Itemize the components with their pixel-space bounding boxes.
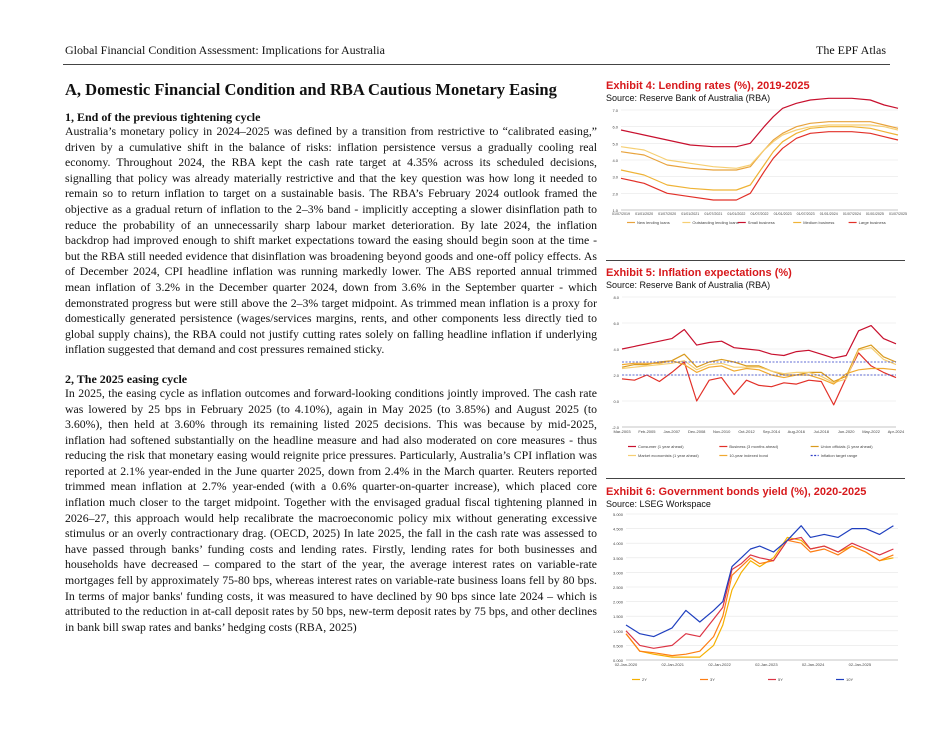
x-tick-label: 01/07/2025 — [889, 212, 907, 216]
exhibit-5-chart — [606, 291, 905, 473]
y-tick-label: 6.0 — [613, 321, 619, 326]
y-tick-label: 6.0 — [612, 124, 618, 130]
y-tick-label: 4.0 — [613, 347, 619, 352]
x-tick-label: May-2022 — [862, 429, 880, 434]
y-tick-label: 8.0 — [613, 295, 619, 300]
series-line — [626, 526, 893, 637]
header-divider — [63, 64, 890, 65]
x-tick-label: Nov-2010 — [712, 429, 731, 434]
y-tick-label: 0.0 — [613, 399, 619, 404]
x-tick-label: 01/07/2020 — [658, 212, 677, 216]
x-tick-label: Sep-2014 — [762, 429, 781, 434]
y-tick-label: 1.000 — [612, 628, 623, 634]
y-tick-label: 5.0 — [612, 141, 618, 147]
series-line — [622, 326, 896, 359]
y-tick-label: 4.0 — [612, 158, 618, 163]
exhibit-6-source: Source: LSEG Workspace — [606, 499, 711, 509]
x-tick-label: 02-Jan-2022 — [708, 662, 731, 667]
legend-label: 10Y — [846, 677, 854, 682]
x-tick-label: Jan-2007 — [663, 429, 681, 434]
y-tick-label: 3.000 — [612, 570, 623, 576]
y-tick-label: 2.000 — [612, 599, 623, 605]
legend-label: 3Y — [710, 677, 715, 682]
legend-label: Inflation target range — [820, 453, 858, 458]
legend-label: 5Y — [778, 677, 783, 682]
y-tick-label: 7.0 — [612, 108, 618, 113]
x-tick-label: 02-Jan-2024 — [801, 662, 825, 667]
y-tick-label: 1.0 — [612, 208, 618, 213]
x-tick-label: 01/07/2021 — [704, 212, 723, 216]
x-tick-label: Dec-2008 — [688, 429, 706, 434]
x-tick-label: Aug-2016 — [787, 429, 806, 434]
legend-label: Medium business — [803, 220, 835, 225]
y-tick-label: 2.0 — [613, 373, 619, 378]
x-tick-label: 02-Jan-2020 — [614, 662, 638, 667]
exhibit-6-title: Exhibit 6: Government bonds yield (%), 2020-2025 — [606, 486, 867, 498]
y-tick-label: 5.000 — [612, 512, 623, 517]
legend-label: Outstanding lending loans — [692, 220, 739, 225]
running-header-brand: The EPF Atlas — [815, 43, 886, 57]
series-line — [626, 537, 893, 648]
x-tick-label: Feb-2005 — [638, 429, 656, 434]
main-article — [65, 80, 597, 635]
x-tick-label: Jul-2018 — [813, 429, 829, 434]
series-line — [622, 348, 896, 383]
exhibit-divider — [606, 260, 905, 261]
legend-label: Business (3 months ahead) — [729, 444, 779, 449]
x-tick-label: 02-Jan-2023 — [755, 662, 778, 667]
exhibit-4 — [606, 80, 905, 253]
section-2-body: In 2025, the easing cycle as inflation outcomes and forward-looking conditions jointly improved. The cash rate was lowered by 25 bps in February 2025 (to 4.10%), again in May 2025 (to 3.85%) and August 2025 (to 3.60%), then held at 3.60% through its remaining listed 2025 decisions. This was because by mid-2025, inflation had softened substantially on the headline measure and had also moderated on core measures - thus reducing the risk that monetary easing would reignite price pressures. Particularly, Australia’s CPI inflation was reported at 2.1% year-ended in the June quarter 2025, down from 2.4% in the March quarter. Reuters reported trimmed mean inflation at 2.7% year-ended (with a 0.6% quarter-on-quarter increase), which placed core inflation much closer to the target midpoint. Together with the envisaged gradual fiscal tightening planned in 2026–27, this approach would help recalibrate the macroeconomic policy mix without generating excessive stimulus or an overly contractionary drag. (OECD, 2025) In late 2025, the fall in the cash rate was assessed to have passed through banks’ funding costs and lending rates. Firstly, lending rates for both businesses and households have decreased – compared to the start of the year, the average interest rates on variable-rate mortgages fell by approximately 75-80 bps, whereas interest rates on variable-rate business loans fell by 80 bps. In terms of major banks' funding costs, it was measured to have declined by 90 bps since late 2024 – which is attributed to the reduction in at-call deposit rates by 50 bps, new-term deposit rates by 75 bps, and other declines in bank bill swap rates and banks’ hedging costs (RBA, 2025) — [65, 385, 597, 634]
x-tick-label: 01/01/2025 — [865, 212, 884, 216]
legend-label: New lending loans — [637, 220, 670, 225]
legend-label: Large business — [858, 220, 886, 225]
exhibit-5-source: Source: Reserve Bank of Australia (RBA) — [606, 280, 771, 290]
x-tick-label: 01/01/2023 — [773, 212, 792, 216]
x-tick-label: Jun-2020 — [837, 429, 855, 434]
x-tick-label: 01/07/2019 — [612, 212, 630, 216]
legend-label: Market economists (1 year ahead) — [638, 453, 699, 458]
x-tick-label: 02-Jan-2025 — [848, 662, 872, 667]
y-tick-label: 0.500 — [612, 643, 623, 649]
section-2-heading: 2, The 2025 easing cycle — [65, 371, 188, 386]
exhibit-5 — [606, 267, 905, 478]
y-tick-label: 4.500 — [612, 526, 623, 532]
exhibit-5-title: Exhibit 5: Inflation expectations (%) — [606, 267, 792, 279]
x-tick-label: 01/01/2021 — [681, 212, 700, 216]
x-tick-label: Apr-2024 — [887, 429, 905, 434]
y-tick-label: 2.0 — [612, 191, 618, 197]
section-1-heading: 1, End of the previous tightening cycle — [65, 110, 261, 124]
exhibit-divider — [606, 478, 905, 479]
legend-label: Small business — [747, 220, 775, 225]
exhibit-4-chart — [606, 104, 905, 248]
series-line — [621, 132, 898, 200]
x-tick-label: 01/01/2024 — [819, 212, 838, 216]
x-tick-label: 02-Jan-2021 — [661, 662, 685, 667]
exhibit-4-title: Exhibit 4: Lending rates (%), 2019-2025 — [606, 80, 810, 92]
series-line — [621, 122, 898, 170]
x-tick-label: 01/07/2023 — [796, 212, 815, 216]
x-tick-label: Mar-2003 — [613, 429, 631, 434]
series-line — [622, 353, 896, 405]
legend-label: 2Y — [642, 677, 647, 682]
exhibit-6 — [606, 486, 905, 701]
series-line — [626, 537, 893, 657]
y-tick-label: 2.500 — [612, 585, 623, 590]
x-tick-label: Oct-2012 — [738, 429, 755, 434]
y-tick-label: 1.500 — [612, 614, 623, 620]
legend-label: Consumer (1 year ahead) — [638, 444, 684, 449]
series-line — [621, 98, 898, 146]
y-tick-label: -2.0 — [612, 425, 619, 430]
y-tick-label: 3.0 — [612, 174, 618, 180]
legend-label: Union officials (1 year ahead) — [820, 444, 873, 449]
running-header-title: Global Financial Condition Assessment: Implications for Australia — [65, 43, 385, 57]
exhibit-6-chart — [606, 510, 905, 696]
section-1-body: Australia’s monetary policy in 2024–2025 was defined by a transition from restrictive to “calibrated easing,” driven by a cumulative shift in the balance of risks: inflation persistence versus a gradually cooling real economy. Throughout 2024, the RBA kept the cash rate target at 4.35% across its scheduled decisions, signalling that policy was already materially restrictive and that the key question was how long it needed to remain so to return inflation to target on a sustainable basis. The RBA’s February 2024 outlook framed the objective as a gradual return of inflation to the 2–3% band - implicitly accepting a slower disinflation path to reduce the probability of an unnecessarily sharp labour market deterioration. By late 2024, the inflation backdrop had improved enough to shift market expectations toward the easing should begin soon at the time - but the RBA still needed evidence that disinflation was broadening beyond goods and one-off policy effects. As of December 2024, CPI headline inflation was running markedly lower. The ABS reported annual trimmed mean inflation of 3.2% in the December quarter 2024, down from 3.6% in the September quarter - which demonstrated progress but were still above the 2–3% target midpoint. As trimmed mean inflation is a proxy for domestically generated persistence (wages/services margins, rents, and other components less directly tied to global supply chains), the RBA could not justify cutting rates solely on falling headline inflation if underlying inflation suggested that demand and cost pressures remained sticky. — [65, 124, 597, 357]
x-tick-label: 01/07/2024 — [842, 212, 861, 216]
legend-label: 10-year indexed bond — [729, 453, 769, 458]
y-tick-label: 0.000 — [612, 658, 623, 663]
exhibit-4-source: Source: Reserve Bank of Australia (RBA) — [606, 93, 771, 103]
article-title: A, Domestic Financial Condition and RBA Cautious Monetary Easing — [65, 80, 557, 99]
y-tick-label: 3.500 — [612, 555, 623, 561]
x-tick-label: 01/01/2022 — [727, 212, 746, 216]
x-tick-label: 01/01/2020 — [635, 212, 654, 216]
y-tick-label: 4.000 — [612, 541, 623, 547]
x-tick-label: 01/07/2022 — [750, 212, 769, 216]
